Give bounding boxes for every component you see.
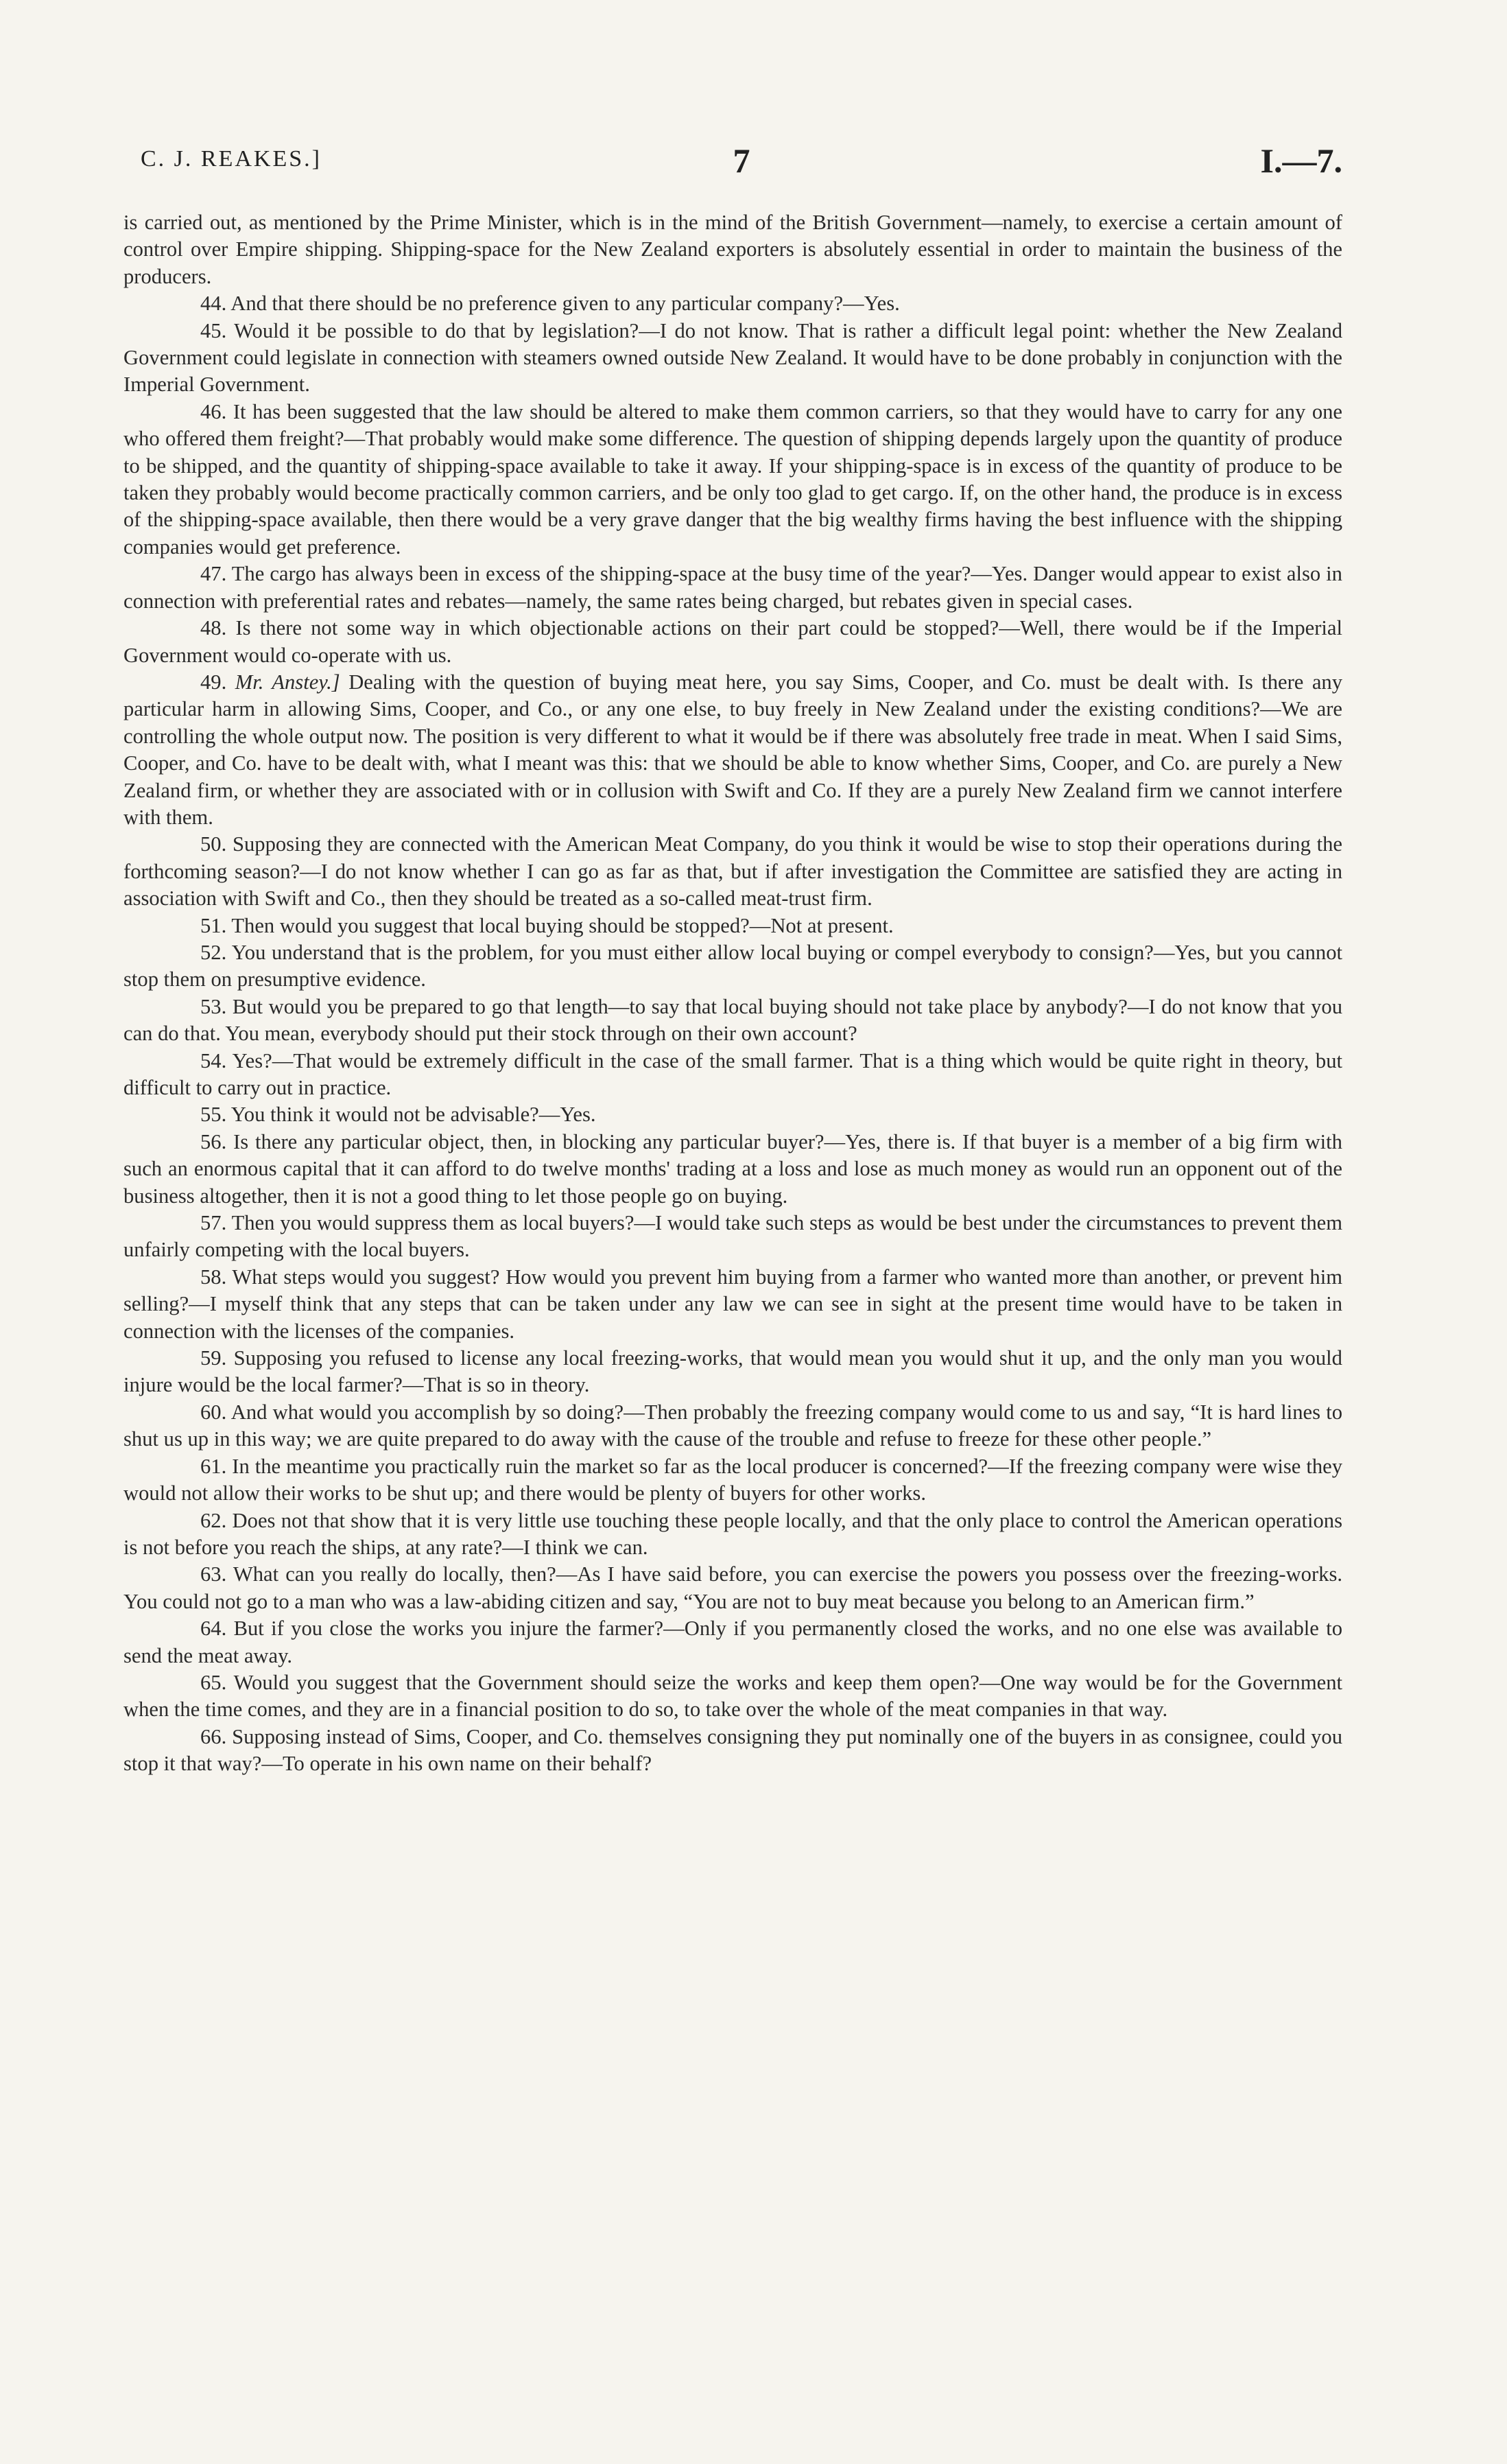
question-66: 66. Supposing instead of Sims, Cooper, and Co. themselves consigning they put nominally one of the buyers in as consignee, could you stop it that way?—To operate in his own name on their behalf? — [123, 1724, 1342, 1776]
question-61: 61. In the meantime you practically ruin the market so far as the local producer is concerned?—If the freezing company were wise they would not allow their works to be shut up; and there would be plenty of buyers for other works. — [123, 1454, 1342, 1505]
question-44: 44. And that there should be no preference given to any particular company?—Yes. — [200, 292, 900, 316]
question-50: 50. Supposing they are connected with the American Meat Company, do you think it would be wise to stop their operations during the forthcoming season?—I do not know whether I can go as far as that, but if after investigation the Committee are satisfied they are acting in association with Swift and Co., then they should be treated as a so-called meat-trust firm. — [123, 832, 1342, 911]
question-51: 51. Then would you suggest that local buying should be stopped?—Not at present. — [200, 913, 894, 937]
paragraph-continuation: is carried out, as mentioned by the Prime Minister, which is in the mind of the British Government—namely, to exercise a certain amount of control over Empire shipping. Shipping-space for the New Zealand exporters is absolutely essential in order to maintain the business of the producers. — [123, 211, 1342, 288]
question-54: 54. Yes?—That would be extremely difficult in the case of the small farmer. That is a thing which would be quite right in theory, but difficult to carry out in practice. — [123, 1048, 1342, 1099]
question-48: 48. Is there not some way in which objectionable actions on their part could be stopped?—Well, there would be if the Imperial Government would co-operate with us. — [123, 616, 1342, 667]
question-63: 63. What can you really do locally, then?—As I have said before, you can exercise the powers you possess over the freezing-works. You could not go to a man who was a law-abiding citizen and say, “You are not to buy meat because you belong to an American firm.” — [123, 1562, 1342, 1613]
question-59: 59. Supposing you refused to license any local freezing-works, that would mean you would shut it up, and the only man you would injure would be the local farmer?—That is so in theory. — [123, 1346, 1342, 1397]
witness-name: C. J. REAKES.] — [141, 146, 322, 172]
question-56: 56. Is there any particular object, then, in blocking any particular buyer?—Yes, there is. If that buyer is a member of a big firm with such an enormous capital that it can afford to do twelve months' trading at a loss and lose as much money as would run an opponent out of the business altogether, then it is not a good thing to let those people go on buying. — [123, 1129, 1342, 1208]
speaker-label: Mr. Anstey.] — [235, 670, 340, 694]
question-52: 52. You understand that is the problem, for you must either allow local buying or compel everybody to consign?—Yes, but you cannot stop them on presumptive evidence. — [123, 940, 1343, 992]
document-reference: I.—7. — [1260, 141, 1342, 180]
question-55: 55. You think it would not be advisable?—Yes. — [200, 1103, 596, 1127]
document-body — [123, 209, 1342, 1778]
question-47: 47. The cargo has always been in excess of the shipping-space at the busy time of the year?—Yes. Danger would appear to exist also in connection with preferential rates and rebates—namely, the same rates being charged, but rebates given in special cases. — [123, 562, 1342, 613]
question-62: 62. Does not that show that it is very little use touching these people locally, and that the only place to control the American operations is not before you reach the ships, at any rate?—I think we can. — [123, 1508, 1343, 1559]
question-57: 57. Then you would suppress them as local buyers?—I would take such steps as would be best under the circumstances to prevent them unfairly competing with the local buyers. — [123, 1211, 1342, 1262]
question-64: 64. But if you close the works you injure the farmer?—Only if you permanently closed the works, and no one else was available to send the meat away. — [123, 1617, 1342, 1667]
question-46: 46. It has been suggested that the law should be altered to make them common carriers, so that they would have to carry for any one who offered them freight?—That probably would make some difference. The question of shipping depends largely upon the quantity of produce to be shipped, and the quantity of shipping-space available to take it away. If your shipping-space is in excess of the quantity of produce to be taken they probably would become practically common carriers, and be only too glad to get cargo. If, on the other hand, the produce is in excess of the shipping-space available, then there would be a very grave danger that the big wealthy firms having the best influence with the shipping companies would get preference. — [123, 399, 1343, 559]
question-49: 49. Mr. Anstey.] Dealing with the question of buying meat here, you say Sims, Cooper, and Co. must be dealt with. Is there any particular harm in allowing Sims, Cooper, and Co., or any one else, to buy freely in New Zealand under the existing conditions?—We are controlling the whole output now. The position is very different to what it would be if there was absolutely free trade in meat. When I said Sims, Cooper, and Co. have to be dealt with, what I meant was this: that we should be able to know whether Sims, Cooper, and Co. are purely a New Zealand firm, or whether they are associated with or in collusion with Swift and Co. If they are a purely New Zealand firm we cannot interfere with them. — [123, 670, 1342, 829]
question-60: 60. And what would you accomplish by so doing?—Then probably the freezing company would come to us and say, “It is hard lines to shut us up in this way; we are quite prepared to do away with the cause of the trouble and refuse to freeze for these other people.” — [123, 1400, 1342, 1451]
question-65: 65. Would you suggest that the Government should seize the works and keep them open?—One way would be for the Government when the time comes, and they are in a financial position to do so, to take over the whole of the meat companies in that way. — [123, 1670, 1342, 1722]
page-header — [141, 141, 1342, 182]
page-number: 7 — [733, 141, 750, 180]
question-53: 53. But would you be prepared to go that length—to say that local buying should not take place by anybody?—I do not know that you can do that. You mean, everybody should put their stock through on their own account? — [123, 994, 1342, 1046]
question-58: 58. What steps would you suggest? How would you prevent him buying from a farmer who wanted more than another, or prevent him selling?—I myself think that any steps that can be taken under any law we can see in sight at the present time would have to be taken in connection with the licenses of the companies. — [123, 1265, 1342, 1343]
question-45: 45. Would it be possible to do that by legislation?—I do not know. That is rather a difficult legal point: whether the New Zealand Government could legislate in connection with steamers owned outside New Zealand. It would have to be done probably in conjunction with the Imperial Government. — [123, 318, 1342, 397]
